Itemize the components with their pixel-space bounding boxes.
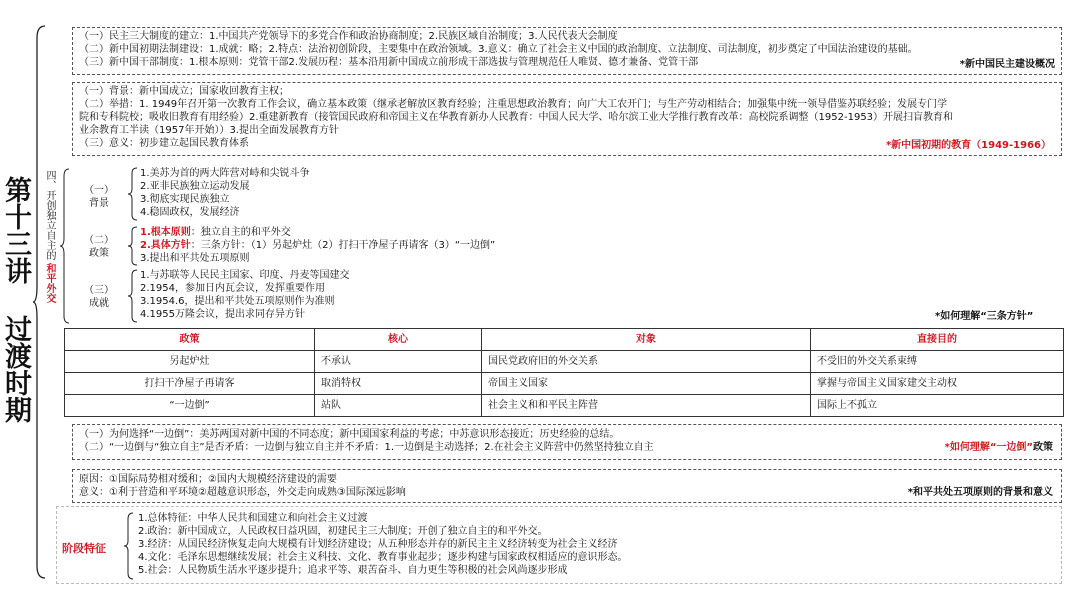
table-cell: 掌握与帝国主义国家建交主动权 bbox=[811, 373, 1064, 395]
table-cell: 国民党政府旧的外交关系 bbox=[482, 351, 811, 373]
education-line-4: 业余教育工半读（1957年开始））3.提出全面发展教育方针 bbox=[79, 125, 339, 136]
policy-label: （二） 政策 bbox=[84, 235, 114, 259]
background-item: 4.稳固政权，发展经济 bbox=[140, 207, 240, 218]
education-line-2: （二）举措：1. 1949年召开第一次教育工作会议，确立基本政策（继承老解放区教育经验；注重思想政治教育；向广大工农开门；与生产劳动相结合；加强集中统一领导借鉴苏联经验；发展专门学 bbox=[79, 99, 948, 110]
policy-list bbox=[140, 226, 495, 265]
policy-item-guidelines: 2.具体方针：三条方针：（1）另起炉灶（2）打扫干净屋子再请客（3）“一边倒” bbox=[140, 240, 496, 251]
democracy-line-2: （二）新中国初期法制建设：1.成就：略；2.特点：法治初创阶段，主要集中在政治领域。3.意义：确立了社会主义中国的政治制度、立法制度、司法制度，初步奠定了中国法治建设的基础。 bbox=[79, 44, 918, 55]
stage-brace bbox=[124, 512, 134, 580]
lean-line-2: （二）“一边倒与“独立自主”是否矛盾：一边倒与独立自主并不矛盾：1.一边倒是主动选择；2.在社会主义阵营中仍然坚持独立自主 bbox=[79, 442, 654, 453]
background-item: 1.美苏为首的两大阵营对峙和尖锐斗争 bbox=[140, 168, 310, 179]
education-box bbox=[72, 82, 1062, 156]
achievement-item: 4.1955万隆会议，提出求同存异方针 bbox=[140, 309, 305, 320]
policy-brace bbox=[128, 226, 138, 266]
democracy-tag: *新中国民主建设概况 bbox=[959, 59, 1055, 70]
stage-item: 3.经济：从国民经济恢复走向大规模有计划经济建设；从五种形态并存的新民主主义经济转变为社会主义经济 bbox=[138, 539, 618, 550]
education-tag: *新中国初期的教育（1949-1966） bbox=[885, 140, 1051, 151]
policy-item-five-principles: 3.提出和平共处五项原则 bbox=[140, 253, 250, 264]
five-principles-reason: 原因：①国际局势相对缓和；②国内大规模经济建设的需要 bbox=[79, 474, 337, 485]
background-brace bbox=[128, 167, 138, 221]
stage-item: 4.文化：毛泽东思想继续发展；社会主义科技、文化、教育事业起步；逐步构建与国家政权相适应的意识形态。 bbox=[138, 552, 628, 563]
table-row bbox=[65, 373, 1064, 395]
table-row bbox=[65, 395, 1064, 417]
five-principles-tag: *和平共处五项原则的背景和意义 bbox=[907, 487, 1053, 498]
lecture-title: 第十三讲 过渡时期 bbox=[0, 176, 31, 423]
education-line-5: （三）意义：初步建立起国民教育体系 bbox=[79, 138, 249, 149]
lean-one-side-box bbox=[72, 424, 1062, 460]
table-header-row bbox=[65, 329, 1064, 351]
achievement-list bbox=[140, 269, 350, 321]
achievement-item: 1.与苏联等人民民主国家、印度、丹麦等国建交 bbox=[140, 270, 350, 281]
table-header: 对象 bbox=[482, 329, 811, 351]
three-policies-tag: *如何理解“三条方针” bbox=[935, 311, 1034, 322]
stage-label: 阶段特征 bbox=[62, 542, 106, 555]
table-cell: 国际上不孤立 bbox=[811, 395, 1064, 417]
achievement-label: （三） 成就 bbox=[84, 285, 114, 309]
achievement-item: 3.1954.6，提出和平共处五项原则作为准则 bbox=[140, 296, 335, 307]
table-cell: 另起炉灶 bbox=[65, 351, 315, 373]
table-row bbox=[65, 351, 1064, 373]
section4-title: 四、开创独立自主的和平外交 bbox=[44, 170, 55, 303]
table-header: 核心 bbox=[315, 329, 482, 351]
table-cell: 社会主义和和平民主阵营 bbox=[482, 395, 811, 417]
stage-item: 5.社会：人民物质生活水平逐步提升；追求平等、艰苦奋斗、自力更生等积极的社会风尚逐步形成 bbox=[138, 565, 568, 576]
education-line-1: （一）背景：新中国成立；国家收回教育主权； bbox=[79, 86, 289, 97]
achievement-brace bbox=[128, 269, 138, 323]
democracy-line-1: （一）民主三大制度的建立：1.中国共产党领导下的多党合作和政治协商制度；2.民族区域自治制度；3.人民代表大会制度 bbox=[79, 31, 618, 42]
table-cell: 不承认 bbox=[315, 351, 482, 373]
policy-table bbox=[64, 328, 1064, 417]
table-cell: 打扫干净屋子再请客 bbox=[65, 373, 315, 395]
table-header: 直接目的 bbox=[811, 329, 1064, 351]
five-principles-box bbox=[72, 469, 1062, 503]
background-list bbox=[140, 167, 310, 219]
table-header: 政策 bbox=[65, 329, 315, 351]
education-line-3: 院和专科院校；吸收旧教育有用经验）2.重建新教育（接管国民政府和帝国主义在华教育新办人民教育：中国人民大学、哈尔滨工业大学推行教育改革：高校院系调整（1952-1953）开展扫盲教育和 bbox=[79, 112, 954, 123]
stage-item: 2.政治：新中国成立，人民政权日益巩固，初建民主三大制度；开创了独立自主的和平外交。 bbox=[138, 526, 548, 537]
section4-brace bbox=[60, 168, 70, 324]
achievement-item: 2.1954，参加日内瓦会议，发挥重要作用 bbox=[140, 283, 325, 294]
stage-list bbox=[138, 512, 628, 577]
background-label: （一） 背景 bbox=[84, 185, 114, 209]
policy-item-principle: 1.根本原则：独立自主的和平外交 bbox=[140, 227, 291, 238]
lean-tag: *如何理解“一边倒”政策 bbox=[944, 442, 1053, 453]
table-cell: 帝国主义国家 bbox=[482, 373, 811, 395]
lean-line-1: （一）为何选择“一边倒”：美苏两国对新中国的不同态度；新中国国家利益的考虑；中苏意识形态接近；历史经验的总结。 bbox=[79, 429, 620, 440]
democracy-box bbox=[72, 27, 1062, 75]
background-item: 2.亚非民族独立运动发展 bbox=[140, 181, 250, 192]
table-cell: 站队 bbox=[315, 395, 482, 417]
table-cell: 不受旧的外交关系束缚 bbox=[811, 351, 1064, 373]
five-principles-significance: 意义：①利于营造和平环境②超越意识形态，外交走向成熟③国际深远影响 bbox=[79, 487, 406, 498]
stage-item: 1.总体特征：中华人民共和国建立和向社会主义过渡 bbox=[138, 513, 368, 524]
table-cell: 取消特权 bbox=[315, 373, 482, 395]
table-cell: “一边倒” bbox=[65, 395, 315, 417]
background-item: 3.彻底实现民族独立 bbox=[140, 194, 230, 205]
democracy-line-3: （三）新中国干部制度：1.根本原则：党管干部2.发展历程：基本沿用新中国成立前形成干部选拔与管理规范任人唯贤、德才兼备、党管干部 bbox=[79, 57, 699, 68]
